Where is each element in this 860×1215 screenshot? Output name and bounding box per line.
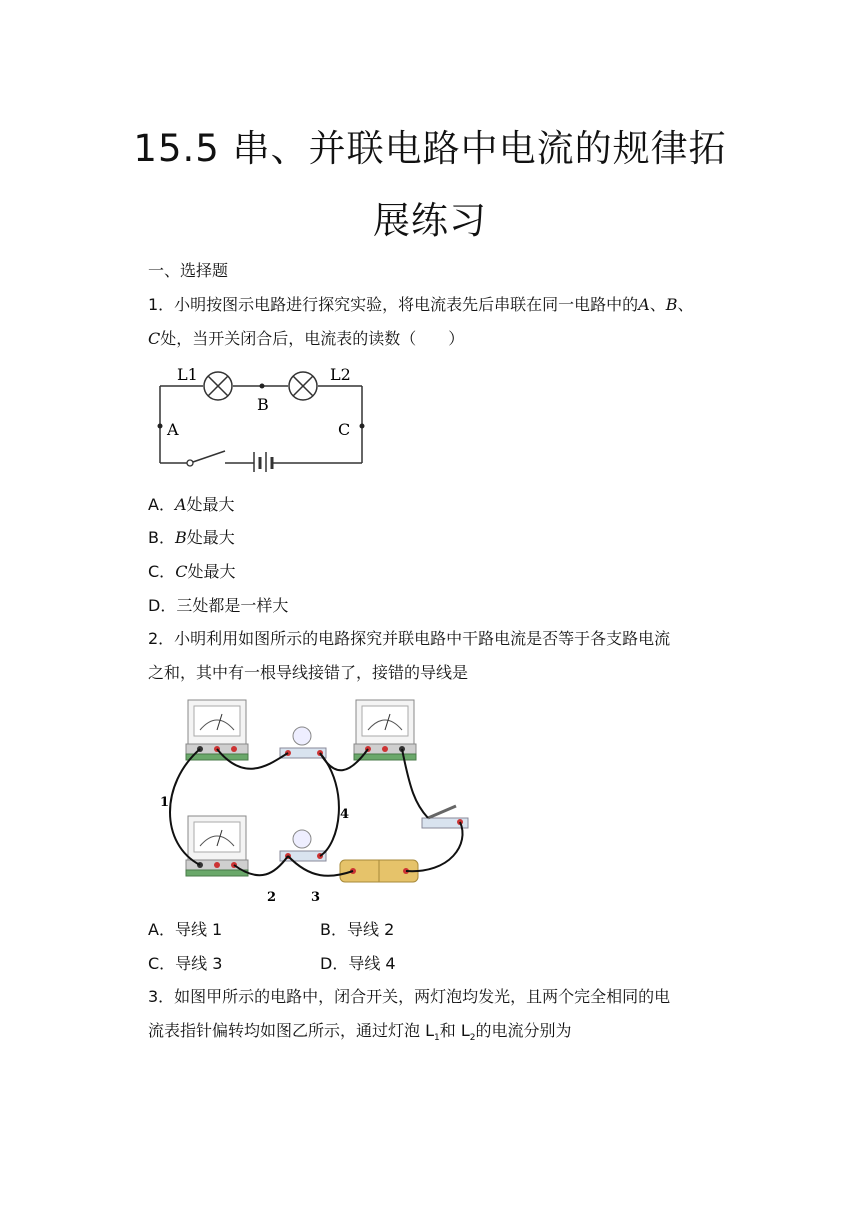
label-l1: L1 [177,365,198,384]
page-title-line-1: 15.5 串、并联电路中电流的规律拓 [133,127,727,170]
q1-option-b: B．B处最大 [148,528,235,547]
q2-stem-line-1: 2．小明利用如图所示的电路探究并联电路中干路电流是否等于各支路电流 [148,629,671,648]
q1-option-a: A．A处最大 [148,495,235,514]
q2-stem-line-2: 之和，其中有一根导线接错了，接错的导线是 [148,663,469,682]
wire-label-2: 2 [267,890,277,905]
q1-option-d: D．三处都是一样大 [148,596,289,615]
label-c: C [338,420,351,439]
wire-label-3: 3 [311,890,321,905]
label-l2: L2 [330,365,351,384]
q2-option-a: A．导线 1 [148,920,223,939]
q2-option-b: B．导线 2 [320,920,395,939]
ammeter-icon [354,700,416,760]
label-a: A [167,420,179,439]
q2-option-d: D．导线 4 [320,954,396,973]
ammeter-icon [186,700,248,760]
page-title-line-2: 展练习 [373,199,487,242]
label-b: B [257,395,269,414]
section-heading: 一、选择题 [148,261,229,280]
q1-stem-line-1: 1．小明按图示电路进行探究实验，将电流表先后串联在同一电路中的A、B、 [148,295,694,314]
ammeter-icon [186,816,248,876]
q2-option-c: C．导线 3 [148,954,223,973]
q2-circuit-photo [150,694,480,908]
q3-stem-line-2: 流表指针偏转均如图乙所示，通过灯泡 $L_1$和 $L_2$的电流分别为 [148,1021,572,1044]
q1-option-c: C．C处最大 [148,562,236,581]
q1-stem-line-2: C处，当开关闭合后，电流表的读数（ ） [148,329,465,348]
q1-circuit-diagram [150,360,372,472]
wire-label-4: 4 [340,807,350,822]
q3-stem-line-1: 3．如图甲所示的电路中，闭合开关，两灯泡均发光，且两个完全相同的电 [148,987,671,1006]
wire-label-1: 1 [160,795,170,810]
